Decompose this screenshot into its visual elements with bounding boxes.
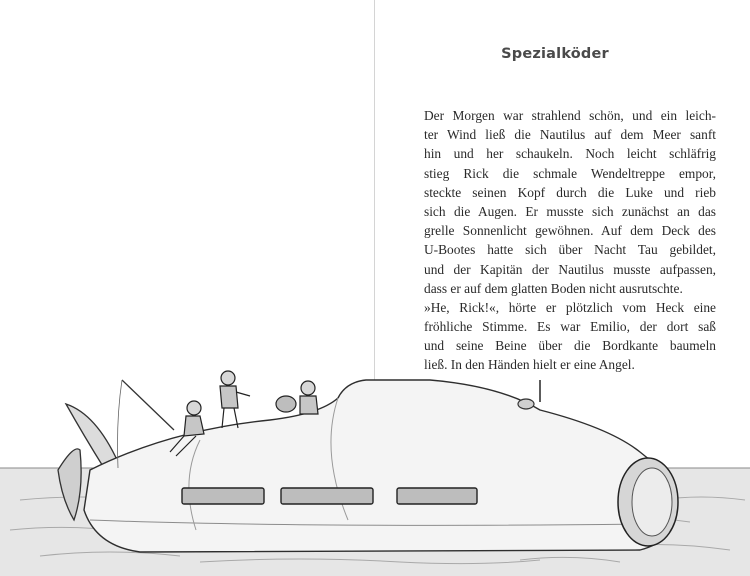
text-line: fröhliche Stimme. Es war Emilio, der dort saß — [424, 319, 716, 335]
bow-dome-inner — [632, 468, 672, 536]
text-line: U-Bootes hatte sich über Nacht Tau gebildet, — [424, 242, 716, 258]
text-line: und seine Beine über die Bordkante baumeln — [424, 338, 716, 354]
text-line: ließ. In den Händen hielt er eine Angel. — [424, 357, 635, 373]
submarine-illustration — [0, 360, 750, 576]
text-line: Der Morgen war strahlend schön, und ein leich- — [424, 108, 716, 123]
submarine-hull — [84, 380, 676, 552]
chapter-body — [424, 106, 716, 375]
fishing-line — [118, 380, 123, 468]
chapter-title: Spezialköder — [501, 46, 609, 62]
kid-in-hatch-figure — [276, 381, 318, 414]
text-line: sich die Augen. Er musste sich zunächst an das — [424, 203, 716, 219]
kid-standing-figure — [220, 371, 250, 428]
text-line: dass er auf dem glatten Boden nicht ausrutschte. — [424, 280, 683, 296]
porthole-window — [397, 488, 477, 504]
porthole-window — [182, 488, 264, 504]
text-line: hin und her schaukeln. Noch leicht schläfrig — [424, 146, 716, 162]
text-line: steckte seinen Kopf durch die Luke und rieb — [424, 184, 716, 200]
periscope-top — [518, 399, 534, 409]
text-line: und der Kapitän der Nautilus musste aufpassen, — [424, 261, 716, 277]
fishing-rod — [122, 380, 174, 430]
text-line: ter Wind ließ die Nautilus auf dem Meer sanft — [424, 127, 716, 143]
porthole-window — [281, 488, 373, 504]
text-line: »He, Rick!«, hörte er plötzlich vom Heck eine — [424, 299, 716, 315]
text-line: grelle Sonnenlicht gewöhnen. Auf dem Deck des — [424, 223, 716, 239]
text-line: stieg Rick die schmale Wendeltreppe empor, — [424, 165, 716, 181]
